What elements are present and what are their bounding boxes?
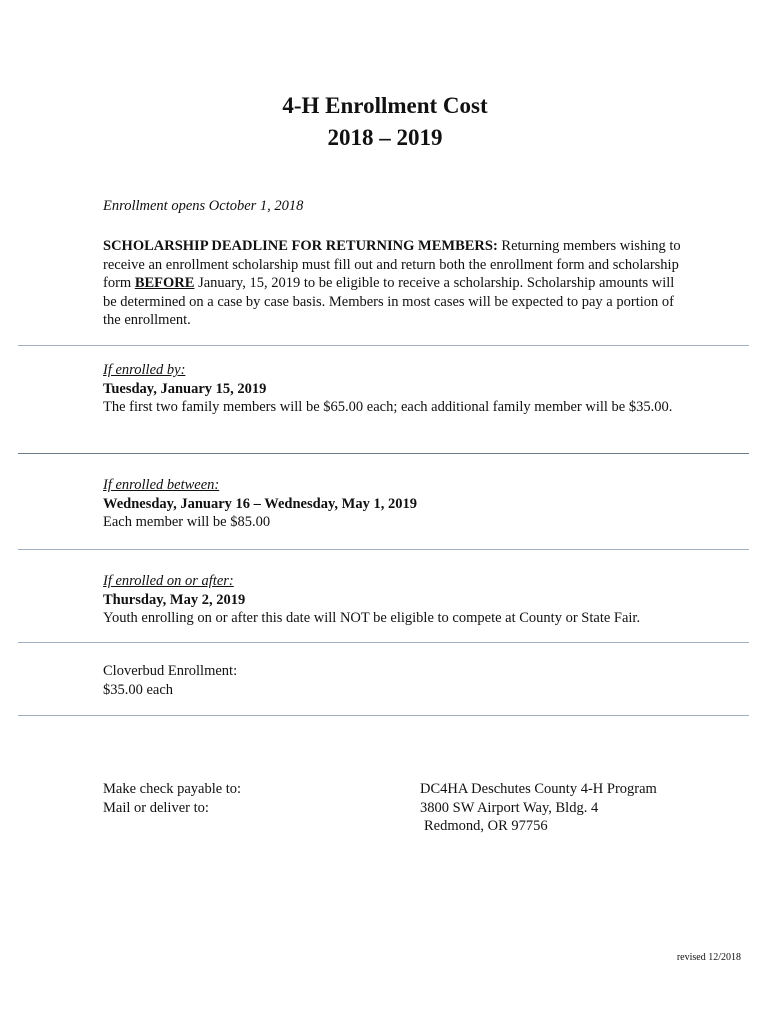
tier-3 bbox=[103, 572, 683, 628]
scholarship-text-2: January, 15, 2019 to be eligible to receive a scholarship. Scholarship amounts will be determined on a case by case basis. Members in most cases will be expected to pay a portion of the enrollment. bbox=[103, 275, 675, 328]
scholarship-paragraph bbox=[103, 237, 683, 330]
title-line-1: 4-H Enrollment Cost bbox=[282, 93, 488, 118]
page-title bbox=[0, 90, 770, 154]
address-line-1: 3800 SW Airport Way, Bldg. 4 bbox=[420, 799, 599, 816]
scholarship-text-1: Returning members wishing to receive an enrollment scholarship must fill out and return both the enrollment form and scholarship form bbox=[103, 238, 681, 291]
divider-5 bbox=[18, 715, 749, 716]
address-line-2: Redmond, OR 97756 bbox=[424, 818, 548, 834]
divider-1 bbox=[18, 345, 749, 346]
tier-3-date: Thursday, May 2, 2019 bbox=[103, 591, 246, 608]
scholarship-deadline-label: SCHOLARSHIP DEADLINE FOR RETURNING MEMBERS: bbox=[103, 238, 498, 254]
tier-3-detail: Youth enrolling on or after this date will NOT be eligible to compete at County or State Fair. bbox=[103, 610, 641, 626]
cloverbud-price: $35.00 each bbox=[103, 681, 174, 698]
check-payable-label: Make check payable to: bbox=[103, 781, 242, 797]
revised-date: revised 12/2018 bbox=[676, 952, 741, 963]
tier-3-heading: If enrolled on or after: bbox=[103, 573, 234, 589]
mail-deliver-label: Mail or deliver to: bbox=[103, 799, 209, 816]
tier-2 bbox=[103, 476, 683, 532]
tier-2-heading: If enrolled between: bbox=[103, 477, 220, 493]
divider-2 bbox=[18, 453, 749, 454]
tier-1 bbox=[103, 361, 683, 417]
cloverbud-section bbox=[103, 662, 683, 699]
payment-address bbox=[420, 780, 657, 836]
divider-4 bbox=[18, 642, 749, 643]
tier-2-date: Wednesday, January 16 – Wednesday, May 1, 2019 bbox=[103, 495, 417, 512]
tier-2-detail: Each member will be $85.00 bbox=[103, 514, 271, 530]
payment-labels bbox=[103, 780, 241, 817]
enrollment-opens: Enrollment opens October 1, 2018 bbox=[103, 198, 304, 214]
tier-1-heading: If enrolled by: bbox=[103, 362, 186, 378]
tier-1-date: Tuesday, January 15, 2019 bbox=[103, 380, 267, 397]
before-emphasis: BEFORE bbox=[134, 275, 195, 291]
tier-1-detail: The first two family members will be $65.00 each; each additional family member will be $35.00. bbox=[103, 399, 673, 415]
title-line-2: 2018 – 2019 bbox=[327, 125, 443, 150]
cloverbud-label: Cloverbud Enrollment: bbox=[103, 663, 238, 679]
payee-name: DC4HA Deschutes County 4-H Program bbox=[420, 781, 657, 797]
divider-3 bbox=[18, 549, 749, 550]
